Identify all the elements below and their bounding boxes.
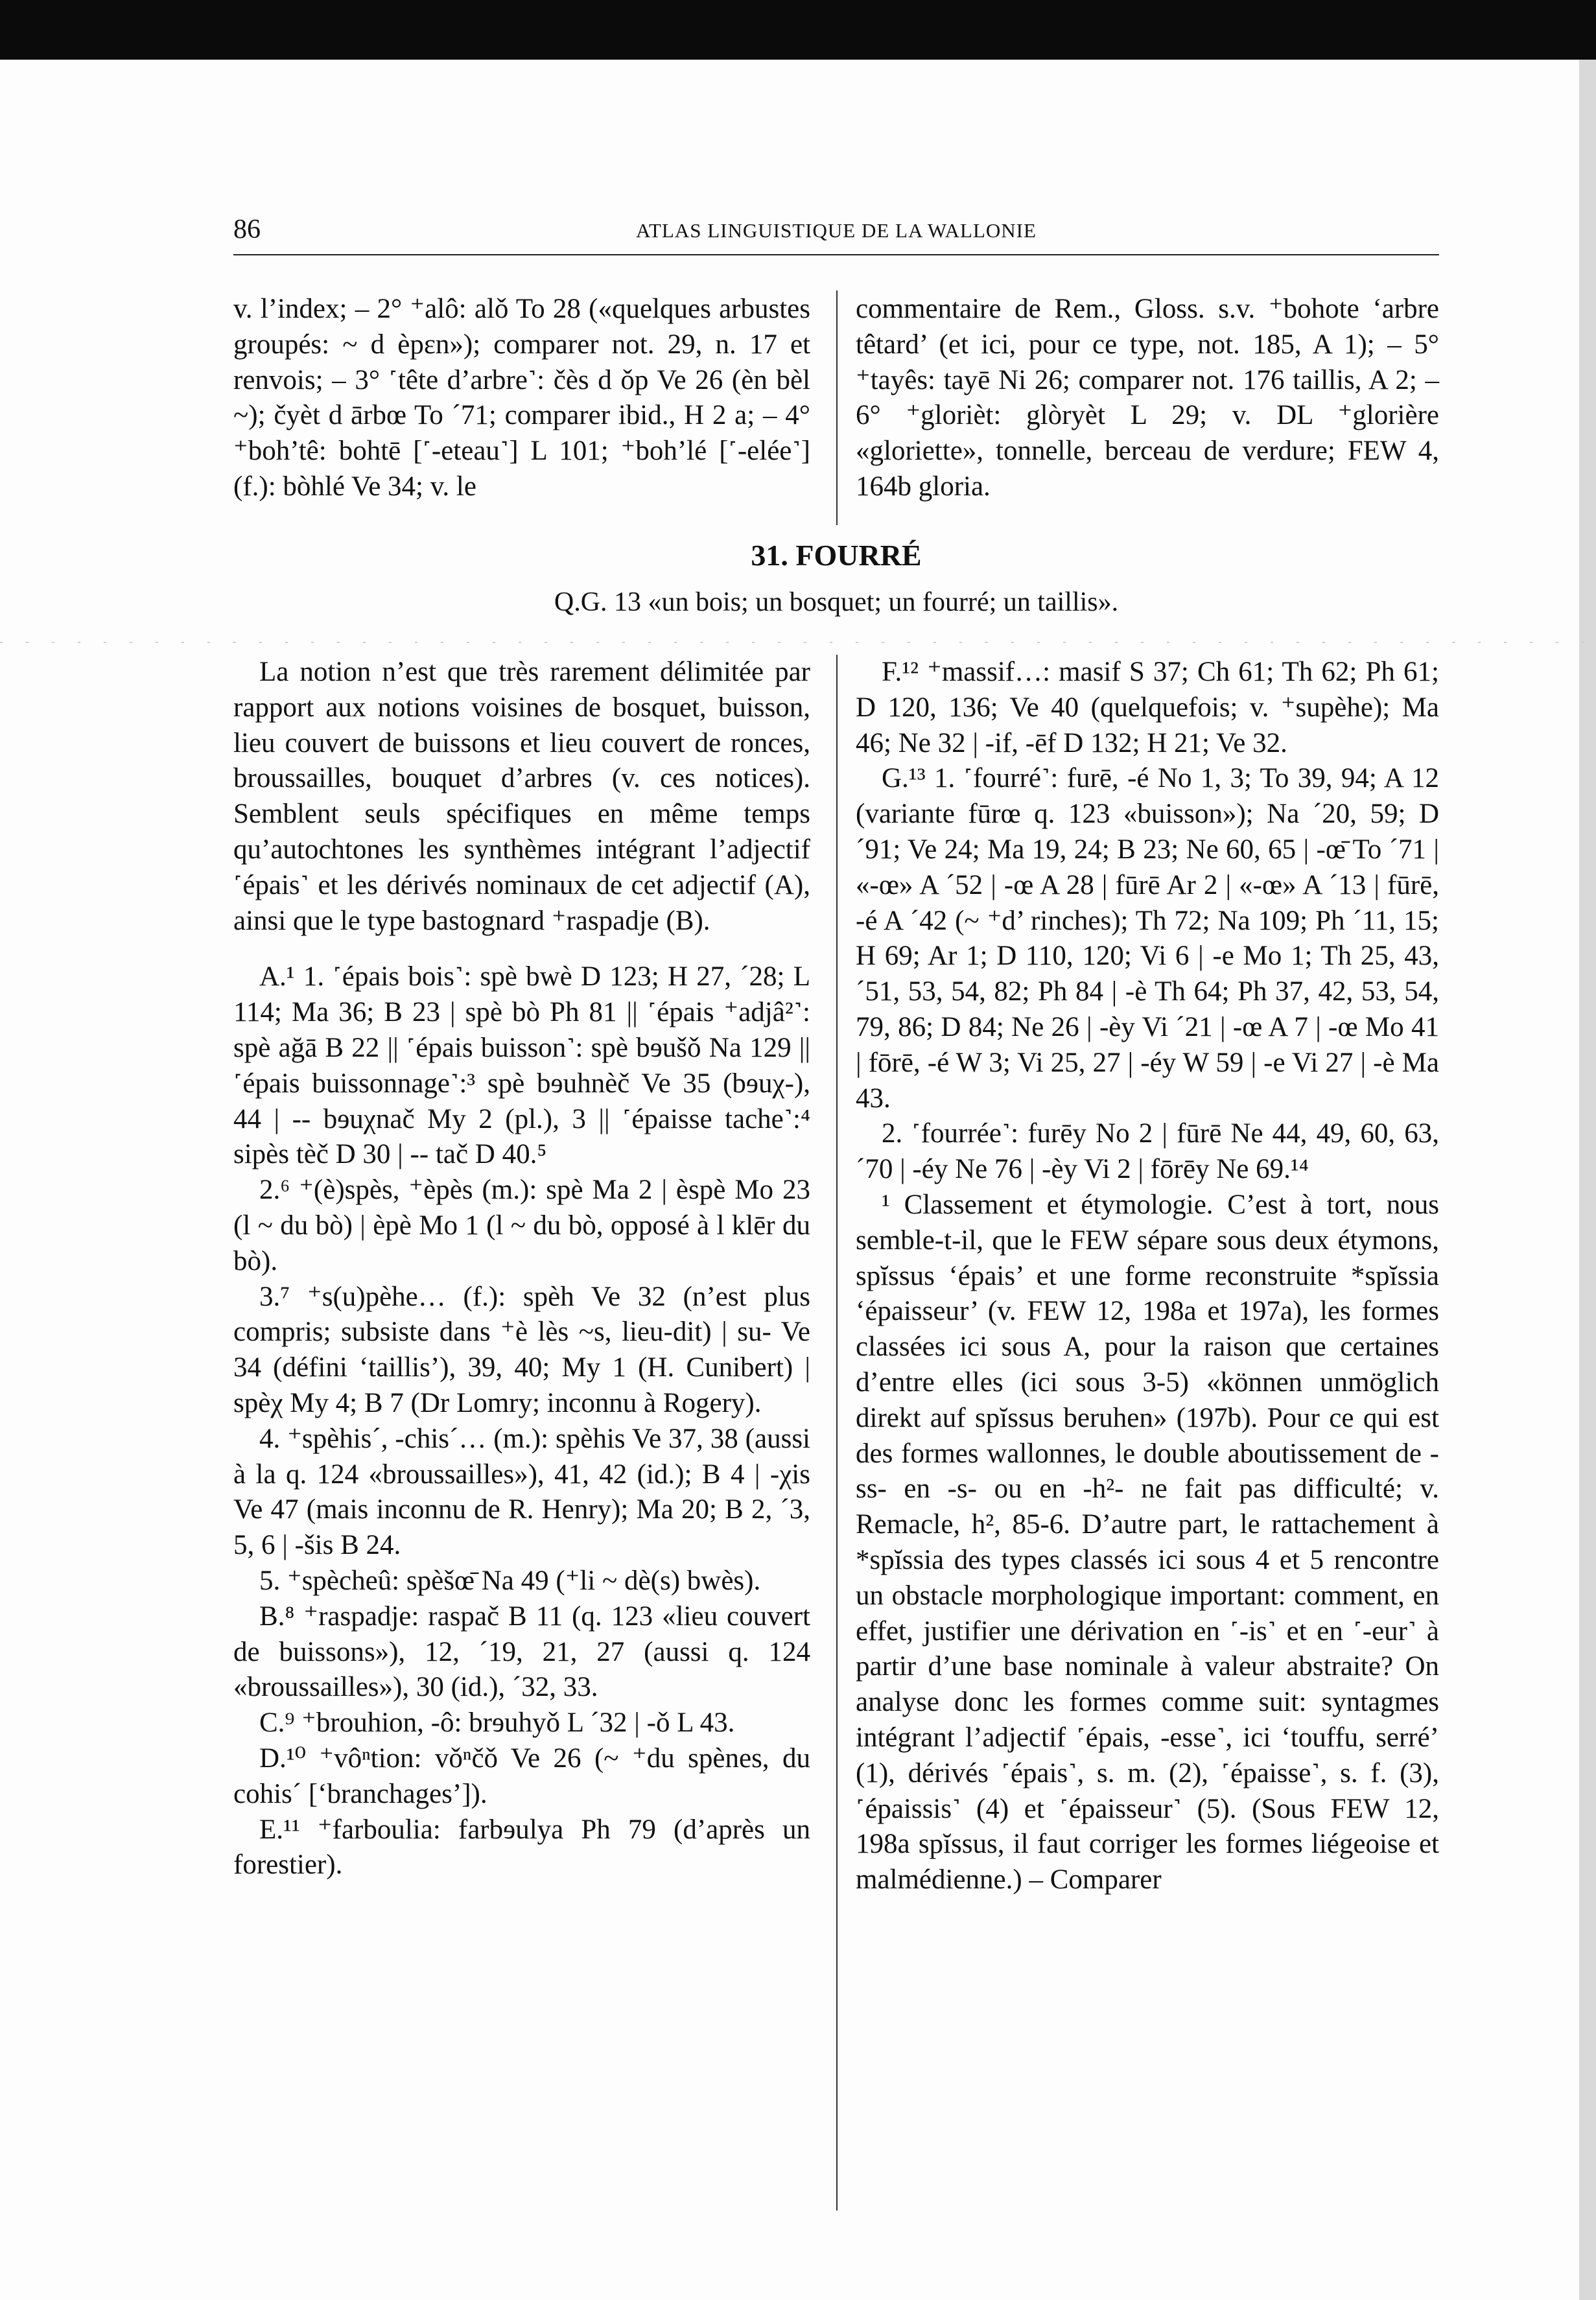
header-rule — [233, 254, 1439, 255]
entry-g2: 2. ˹fourrée˺: furēy No 2 | fūrē Ne 44, 49, 60, 63, ´70 | -éy Ne 76 | -èy Vi 2 | fōrēy Ne 69.¹⁴ — [856, 1118, 1439, 1185]
running-title: ATLAS LINGUISTIQUE DE LA WALLONIE — [636, 219, 1037, 242]
entry-f: F.¹² ⁺massif…: masif S 37; Ch 61; Th 62; Ph 61; D 120, 136; Ve 40 (quelquefois; v. ⁺supèhe); Ma 46; Ne 32 | -if, -ēf D 132; H 21; Ve 32. — [856, 657, 1439, 758]
column-divider-top — [836, 290, 838, 525]
page-number: 86 — [233, 215, 261, 244]
top-right-paragraph: commentaire de Rem., Gloss. s.v. ⁺bohote ‘arbre têtard’ (et ici, pour ce type, not. 185, A 1); – 5° ⁺tayês: tayē Ni 26; comparer not. 176 taillis, A 2; – 6° ⁺glorièt: glòryèt L 29; v. DL ⁺glorière «gloriette», tonnelle, berceau de verdure; FEW 4, 164b gloria. — [856, 294, 1439, 502]
top-right-column — [856, 292, 1439, 505]
scan-artifact-line — [0, 642, 1596, 643]
entry-d: D.¹⁰ ⁺vôⁿtion: vǒⁿčǒ Ve 26 (~ ⁺du spènes, du cohis´ [‘branchages’]). — [233, 1743, 810, 1809]
top-left-paragraph: v. l’index; – 2° ⁺alô: alǒ To 28 («quelques arbustes groupés: ~ d èpɛn»); comparer not. 29, n. 17 et renvois; – 3° ˹tête d’arbre˺: čès d ǒp Ve 26 (èn bèl ~); čyèt d ārbœ To ´71; comparer ibid., H 2 a; – 4° ⁺boh’tê: bohtē [˹-eteau˺] L 101; ⁺boh’lé [˹-elée˺] (f.): bòhlé Ve 34; v. le — [233, 294, 810, 502]
entry-a2: 2.⁶ ⁺(è)spès, ⁺èpès (m.): spè Ma 2 | èspè Mo 23 (l ~ du bò) | èpè Mo 1 (l ~ du bò, opposé à l klēr du bò). — [233, 1175, 810, 1276]
main-left-column — [233, 655, 810, 1883]
entry-a3: 3.⁷ ⁺s(u)pèhe… (f.): spèh Ve 32 (n’est plus compris; subsiste dans ⁺è lès ~s, lieu-dit) | su- Ve 34 (défini ‘taillis’), 39, 40; My 1 (H. Cunibert) | spèχ My 4; B 7 (Dr Lomry; inconnu à Rogery). — [233, 1281, 810, 1418]
entry-g1: G.¹³ 1. ˹fourré˺: furē, -é No 1, 3; To 39, 94; A 12 (variante fūrœ q. 123 «buisson»); Na ´20, 59; D ´91; Ve 24; Ma 19, 24; B 23; Ne 60, 65 | -œ̄ To ´71 | «-œ» A ´52 | -œ A 28 | fūrē Ar 2 | «-œ» A ´13 | fūrē, -é A ´42 (~ ⁺d’ rinches); Th 72; Na 109; Ph ´11, 15; H 69; Ar 1; D 110, 120; Vi 6 | -e Mo 1; Th 25, 43, ´51, 53, 54, 82; Ph 84 | -è Th 64; Ph 37, 42, 53, 54, 79, 86; D 84; Ne 26 | -èy Vi ´21 | -œ A 7 | -œ Mo 41 | fōrē, -é W 3; Vi 25, 27 | -éy W 59 | -e Vi 27 | -è Ma 43. — [856, 763, 1439, 1114]
column-divider-main — [836, 655, 838, 2211]
intro-paragraph: La notion n’est que très rarement délimitée par rapport aux notions voisines de bosquet, buisson, lieu couvert de buissons et lieu couvert de ronces, broussailles, bouquet d’arbres (v. ces notices). Semblent seuls spécifiques en même temps qu’autochtones les synthèmes intégrant l’adjectif ˹épais˺ et les dérivés nominaux de cet adjectif (A), ainsi que le type bastognard ⁺raspadje (B). — [233, 657, 810, 936]
entry-a5: 5. ⁺spècheû: spèšœ̄ Na 49 (⁺li ~ dè(s) bwès). — [259, 1565, 761, 1596]
entry-e: E.¹¹ ⁺farboulia: farbɘulya Ph 79 (d’après un forestier). — [233, 1814, 810, 1881]
entry-c: C.⁹ ⁺brouhion, -ô: brɘuhyǒ L ´32 | -ǒ L 43. — [259, 1707, 735, 1739]
top-left-column — [233, 292, 810, 505]
footnote-1: ¹ Classement et étymologie. C’est à tort, nous semble-t-il, que le FEW sépare sous deux étymons, spĭssus ‘épais’ et une forme reconstruite *spĭssia ‘épaisseur’ (v. FEW 12, 198a et 197a), les formes classées ici sous A, pour la raison que certaines d’entre elles (ici sous 3-5) «können unmöglich direkt auf spĭssus beruhen» (197b). Pour ce qui est des formes wallonnes, le double aboutissement de -ss- en -s- ou en -h²- ne fait pas difficulté; v. Remacle, h², 85-6. D’autre part, le rattachement à *spĭssia des types classés ici sous 4 et 5 rencontre un obstacle morphologique important: comment, en effet, justifier une dérivation en ˹-is˺ et en ˹-eur˺ à partir d’une base nominale à valeur abstraite? On analyse donc les formes comme suit: syntagmes intégrant l’adjectif ˹épais, -esse˺, ici ‘touffu, serré’ (1), dérivés ˹épais˺, s. m. (2), ˹épaisse˺, s. f. (3), ˹épaissis˺ (4) et ˹épaisseur˺ (5). (Sous FEW 12, 198a spĭssus, il faut corriger les formes liégeoise et malmédienne.) – Comparer — [856, 1189, 1439, 1895]
paragraph-gap — [233, 939, 810, 959]
section-question: Q.G. 13 «un bois; un bosquet; un fourré; un taillis». — [554, 587, 1119, 617]
main-right-column — [856, 655, 1439, 1898]
scan-top-border — [0, 0, 1596, 60]
entry-a4: 4. ⁺spèhis´, -chis´… (m.): spèhis Ve 37, 38 (aussi à la q. 124 «broussailles»), 41, 42 (id.); B 4 | -χis Ve 47 (mais inconnu de R. Henry); Ma 20; B 2, ´3, 5, 6 | -šis B 24. — [233, 1423, 810, 1561]
entry-a: A.¹ 1. ˹épais bois˺: spè bwè D 123; H 27, ´28; L 114; Ma 36; B 23 | spè bò Ph 81 || ˹épais ⁺adjâ²˺: spè ağā B 22 || ˹épais buisson˺: spè bɘušǒ Na 129 || ˹épais buissonnage˺:³ spè bɘuhnèč Ve 35 (bɘuχ-), 44 | -- bɘuχnač My 2 (pl.), 3 || ˹épaisse tache˺:⁴ sipès tèč D 30 | -- tač D 40.⁵ — [233, 961, 810, 1170]
running-head — [233, 214, 1439, 253]
section-title: 31. FOURRÉ — [751, 539, 922, 572]
entry-b: B.⁸ ⁺raspadje: raspač B 11 (q. 123 «lieu couvert de buissons»), 12, ´19, 21, 27 (aussi q. 124 «broussailles»), 30 (id.), ´32, 33. — [233, 1601, 810, 1703]
scan-right-border — [1579, 60, 1596, 2300]
